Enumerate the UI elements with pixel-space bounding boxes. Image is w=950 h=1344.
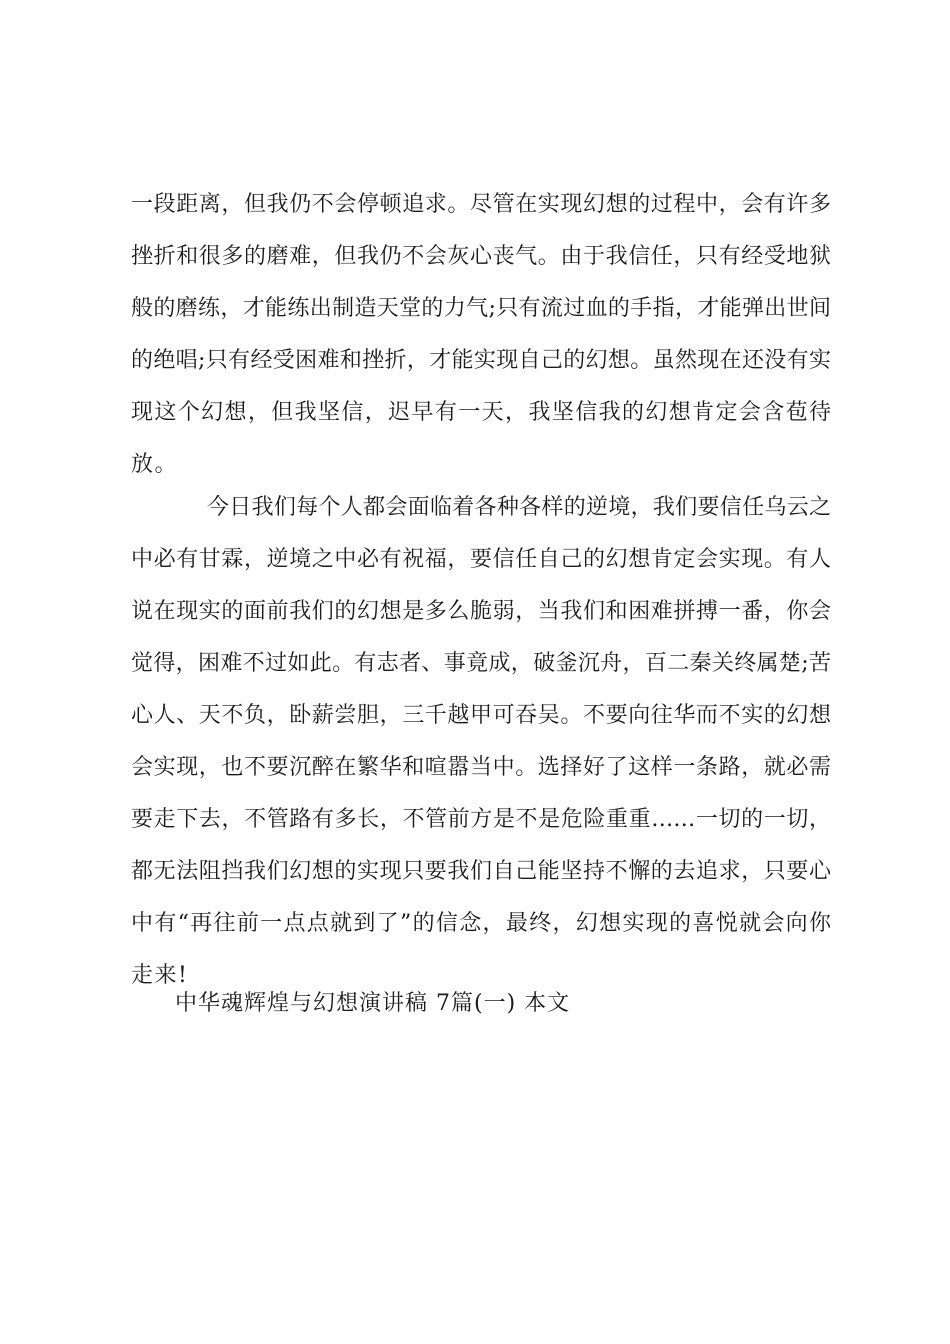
paragraph-line: 说在现实的面前我们的幻想是多么脆弱，当我们和困难拼搏一番，你会 (131, 599, 831, 624)
paragraph-line: 要走下去，不管路有多长，不管前方是不是危险重重……一切的一切， (131, 807, 831, 832)
paragraph-line: 放。 (131, 452, 179, 477)
paragraph-1 (131, 179, 831, 491)
paragraph-line: 现这个幻想，但我坚信，迟早有一天，我坚信我的幻想肯定会含苞待 (131, 400, 831, 425)
paragraph-line: 中有“再往前一点点就到了”的信念，最终，幻想实现的喜悦就会向你 (131, 911, 831, 936)
document-title-line: 中华魂辉煌与幻想演讲稿 7篇(一) 本文 (175, 991, 571, 1016)
paragraph-line: 的绝唱;只有经受困难和挫折，才能实现自己的幻想。虽然现在还没有实 (131, 348, 831, 373)
paragraph-line: 心人、天不负，卧薪尝胆，三千越甲可吞吴。不要向往华而不实的幻想 (131, 703, 831, 728)
paragraph-line: 挫折和很多的磨难，但我仍不会灰心丧气。由于我信任，只有经受地狱 (131, 244, 831, 269)
paragraph-line: 会实现，也不要沉醉在繁华和喧嚣当中。选择好了这样一条路，就必需 (131, 755, 831, 780)
paragraph-line: 般的磨练，才能练出制造天堂的力气;只有流过血的手指，才能弹出世间 (131, 296, 831, 321)
paragraph-line: 都无法阻挡我们幻想的实现只要我们自己能坚持不懈的去追求，只要心 (131, 859, 831, 884)
paragraph-line: 今日我们每个人都会面临着各种各样的逆境，我们要信任乌云之 (207, 495, 831, 520)
paragraph-2 (131, 482, 831, 1002)
paragraph-line: 一段距离，但我仍不会停顿追求。尽管在实现幻想的过程中，会有许多 (131, 192, 831, 217)
paragraph-line: 中必有甘霖，逆境之中必有祝福，要信任自己的幻想肯定会实现。有人 (131, 547, 831, 572)
paragraph-line: 走来! (131, 963, 189, 988)
paragraph-line: 觉得，困难不过如此。有志者、事竟成，破釜沉舟，百二秦关终属楚;苦 (131, 651, 831, 676)
